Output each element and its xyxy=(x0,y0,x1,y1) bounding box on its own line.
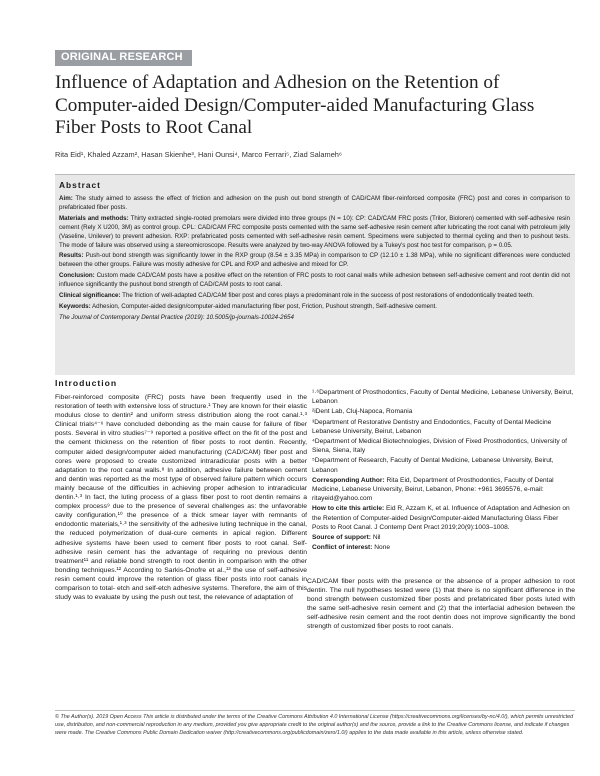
abstract-conclusion: Conclusion: Custom made CAD/CAM posts have a positive effect on the retention of FRC posts to root canal walls while adhesion between self-adhesive cement and root dentin did not influence significantly the pushout bond strength of CAD/CAM posts to root canal. xyxy=(59,272,570,289)
affiliation: ²iDent Lab, Cluj-Napoca, Romania xyxy=(312,408,413,416)
journal-citation: The Journal of Contemporary Dental Practice (2019): 10.5005/jp-journals-10024-2654 xyxy=(59,313,294,321)
abstract-keywords: Keywords: Adhesion, Computer-aided design/computer-aided manufacturing fiber post, Friction, Pushout strength, Self-adhesive cement. xyxy=(59,302,437,310)
affiliation: ⁵Department of Research, Faculty of Dental Medicine, Lebanese University, Beirut, Lebanon xyxy=(312,457,554,474)
corresponding-author: Corresponding Author: Rita Eid, Department of Prosthodontics, Faculty of Dental Medicine, Lebanese University, Beirut, Lebanon, Phone: +961 3695576, e-mail: ritayeid@yahoo.com xyxy=(312,476,554,503)
how-to-cite: How to cite this article: Eid R, Azzam K, et al. Influence of Adaptation and Adhesion on the Retention of Computer-aided Design/Computer-aided Manufacturing Glass Fiber Posts to Root Canal. J Contemp Dent Pract 2019;20(9):1003–1008. xyxy=(312,505,570,531)
article-title: Influence of Adaptation and Adhesion on the Retention of Computer-aided Design/Computer-aided Manufacturing Glass Fiber Posts to Root Canal xyxy=(55,72,535,138)
abstract-box xyxy=(55,174,575,375)
conflict-of-interest: Conflict of interest: None xyxy=(312,544,391,552)
footer-divider xyxy=(55,710,575,711)
affiliation: ⁴Department of Medical Biotechnologies, Division of Fixed Prosthodontics, University of Siena, Siena, Italy xyxy=(312,438,567,455)
section-banner xyxy=(55,50,192,66)
introduction-column-right xyxy=(307,577,575,632)
affiliation: ³Department of Restorative Dentistry and Endodontics, Faculty of Dental Medicine Lebanese University, Beirut, Lebanon xyxy=(312,418,552,435)
introduction-column-left xyxy=(55,393,307,602)
abstract-clinical: Clinical significance: The friction of well-adapted CAD/CAM fiber post and cores plays a predominant role in the success of post restorations of endodontically treated teeth. xyxy=(59,292,534,300)
abstract-methods: Materials and methods: Thirty extracted single-rooted premolars were divided into three groups (N = 10): CP: CAD/CAM FRC posts (Trilor, Bioloren) cemented with self-adhesive resin cement (Rely X U200, 3M) as control group. CPL: CAD/CAM FRC composite posts cemented with the same self-adhesive resin cement after lubricating the root canal with petroleum jelly (Vaseline, Unilever) to prevent adhesion. RXP: prefabricated posts cemented with self-adhesive resin cement. Specimens were subjected to thermal cycling and then to pushout tests. The mode of failure was observed using a stereomicroscope. Results were analyzed by two-way ANOVA followed by a Tukey's post hoc test for comparison, p = 0.05. xyxy=(59,214,570,249)
article-info-column xyxy=(307,388,575,553)
affiliation: ¹·⁶Department of Prosthodontics, Faculty of Dental Medicine, Lebanese University, Beirut, Lebanon xyxy=(312,389,574,406)
abstract-body xyxy=(59,195,570,325)
intro-paragraph-1: Fiber-reinforced composite (FRC) posts have been frequently used in the restoration of teeth with extensive loss of structure.¹ They are known for their elastic modulus close to dentin² and uniform stress distribution along the root canal.¹·³ Clinical trials⁴⁻⁶ have concluded debonding as the main cause for failure of fiber posts. Several in vitro studies⁷⁻⁹ reported a positive effect on the fit of the post and the cement thickness on the retention of fiber posts to root dentin. Recently, computer aided design/computer aided manufacturing (CAD/CAM) fiber post and cores were proposed to create customized intraradicular posts with a better adaptation to the root canal walls.⁸ In addition, adhesive failure between cement and dentin was reported as the most type of observed failure pattern which occurs mainly because of the difficulties in achieving proper adhesion to intraradicular dentin.¹·³ In fact, the luting process of a glass fiber post to root dentin remains a complex process⁹ due to the presence of several challenges as: the unfavorable cavity configuration,¹⁰ the presence of a thick smear layer with remnants of endodontic materials,¹·³ the sensitivity of the adhesive luting technique in the canal, the reduced polymerization of dual-cure cements in apical region. Different adhesive systems have been used to cement fiber posts to root canal. Self-adhesive resin cement has the advantage of requiring no previous dentin treatment¹¹ and reliable bond strength to root dentin in comparison with the other bonding techniques.¹² According to Sarkis-Onofre et al.,¹³ the use of self-adhesive resin cement could improve the retention of glass fiber posts into root canals in comparison to total- etch and self-etch adhesive systems. Therefore, the aim of this study was to evaluate by using the push out test, the relevance of adaptation of xyxy=(55,394,307,602)
abstract-aim: Aim: The study aimed to assess the effect of friction and adhesion on the push out bond strength of CAD/CAM fiber-reinforced composite (FRC) post and cores in comparison to prefabricated fiber posts. xyxy=(59,195,570,211)
abstract-heading: Abstract xyxy=(59,180,101,190)
banner-label: ORIGINAL RESEARCH xyxy=(61,51,183,63)
intro-paragraph-2: CAD/CAM fiber posts with the presence or the absence of a proper adhesion to root dentin. The null hypotheses tested were (1) that there is no significant difference in the bond strength between customized fiber posts and prefabricated fiber posts luted with the same self-adhesive resin cement and (2) that the interfacial adhesion between the self-adhesive resin cement and the root dentin does not improve significantly the bond strength of customized fiber posts to root canals. xyxy=(307,578,575,631)
abstract-results: Results: Push-out bond strength was significantly lower in the RXP group (8.54 ± 3.35 MPa) in comparison to CP (12.10 ± 1.38 MPa), while no significant differences were conducted between the other groups. Failure was mostly adhesive for CPL and RXP and adhesive and mixed for CP. xyxy=(59,252,570,269)
author-list: Rita Eid¹, Khaled Azzam², Hasan Skienhe³, Hani Ounsi⁴, Marco Ferrari⁵, Ziad Salameh⁶ xyxy=(55,150,342,159)
source-of-support: Source of support: Nil xyxy=(312,534,381,542)
introduction-heading: Introduction xyxy=(55,378,118,388)
license-footer: © The Author(s). 2019 Open Access This article is distributed under the terms of the Creative Commons Attribution 4.0 International License (https://creativecommons.org/licenses/by-nc/4.0/), which permits unrestricted use, distribution, and non-commercial reproduction in any medium, provided you give appropriate credit to the original author(s) and the source, provide a link to the Creative Commons license, and indicate if changes were made. The Creative Commons Public Domain Dedication waiver (http://creativecommons.org/publicdomain/zero/1.0/) applies to the data made available in this article, unless otherwise stated. xyxy=(55,714,574,736)
